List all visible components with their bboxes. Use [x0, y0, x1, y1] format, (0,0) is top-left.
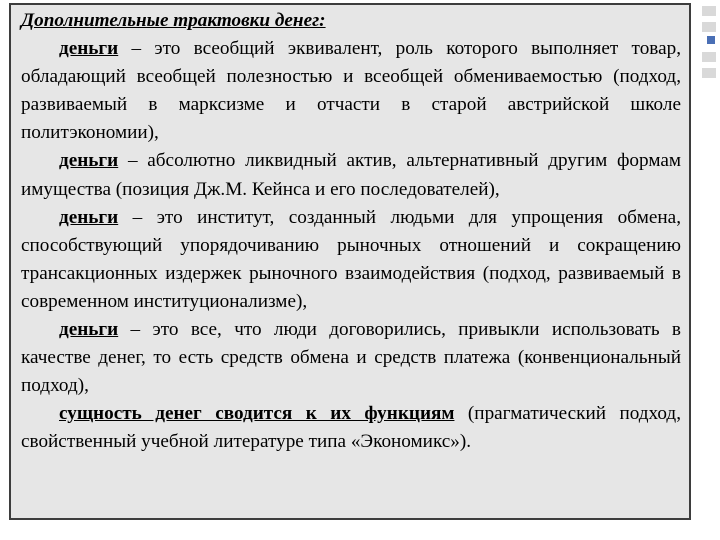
definition-term: деньги: [59, 319, 119, 341]
definition-term: сущность денег сводится к их функциям: [59, 403, 455, 425]
deco-bar: [702, 22, 716, 32]
definition-text: – абсолютно ликвидный актив, альтернативный другим формам имущества (позиция Дж.М. Кейнса и его последователей),: [21, 150, 681, 200]
slide-edge-decoration: [700, 0, 720, 540]
deco-marker: [707, 36, 715, 44]
slide-heading: Дополнительные трактовки денег:: [21, 10, 326, 31]
definition-text: – это институт, созданный людьми для упрощения обмена, способствующий упорядочиванию рыночных отношений и сокращению трансакционных издержек рыночного взаимодействия (подход, развиваемый в современном институционализме),: [21, 206, 681, 312]
definition-paragraph-4: [21, 316, 681, 400]
definition-paragraph-1: [21, 35, 681, 147]
definition-term: деньги: [59, 206, 119, 228]
deco-bar: [702, 68, 716, 78]
deco-bar: [702, 52, 716, 62]
deco-bar: [702, 6, 716, 16]
definition-text: – это всеобщий эквивалент, роль которого выполняет товар, обладающий всеобщей полезностью и всеобщей обмениваемостью (подход, развиваемый в марксизме и отчасти в старой австрийской школе политэкономии),: [21, 38, 681, 144]
definition-paragraph-5: [21, 400, 681, 456]
definition-paragraph-3: [21, 204, 681, 316]
definition-text: – это все, что люди договорились, привыкли использовать в качестве денег, то есть средств обмена и средств платежа (конвенциональный подход),: [21, 319, 681, 397]
definition-term: деньги: [59, 150, 119, 172]
definition-paragraph-2: [21, 147, 681, 203]
content-text-box: [9, 3, 691, 520]
definition-term: деньги: [59, 38, 119, 60]
definition-text: (прагматический подход, свойственный учебной литературе типа «Экономикс»).: [21, 403, 681, 453]
